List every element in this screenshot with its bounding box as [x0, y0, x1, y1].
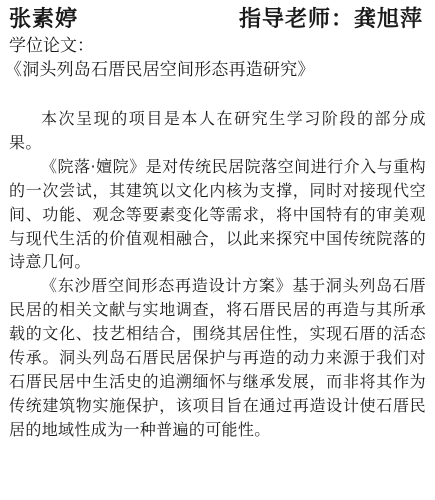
header [9, 0, 425, 32]
author-name: 张素婷 [9, 7, 79, 32]
paragraph-courtyard-project: 《院落·嬗院》是对传统民居院落空间进行介入与重构的一次尝试，其建筑以文化内核为支撑，同时对接现代空间、功能、观念等要素变化等需求，将中国特有的审美观与现代生活的价值观相融合，以此来探究中国传统院落的诗意几何。 [9, 156, 426, 272]
body-text [9, 107, 426, 442]
thesis-title: 《洞头列岛石厝民居空间形态再造研究》 [5, 60, 315, 80]
paragraph-dongsha-project: 《东沙厝空间形态再造设计方案》基于洞头列岛石厝民居的相关文献与实地调查，将石厝民居的再造与其所承载的文化、技艺相结合，围绕其居住性，实现石厝的活态传承。洞头列岛石厝民居保护与再造的动力来源于我们对石厝民居中生活史的追溯缅怀与继承发展，而非将其作为传统建筑物实施保护，该项目旨在通过再造设计使石厝民居的地域性成为一种普遍的可能性。 [9, 276, 426, 439]
thesis-label: 学位论文： [9, 36, 94, 56]
paragraph-intro: 本次呈现的项目是本人在研究生学习阶段的部分成果。 [9, 109, 426, 152]
advisor-name: 指导老师：龚旭萍 [238, 7, 423, 32]
